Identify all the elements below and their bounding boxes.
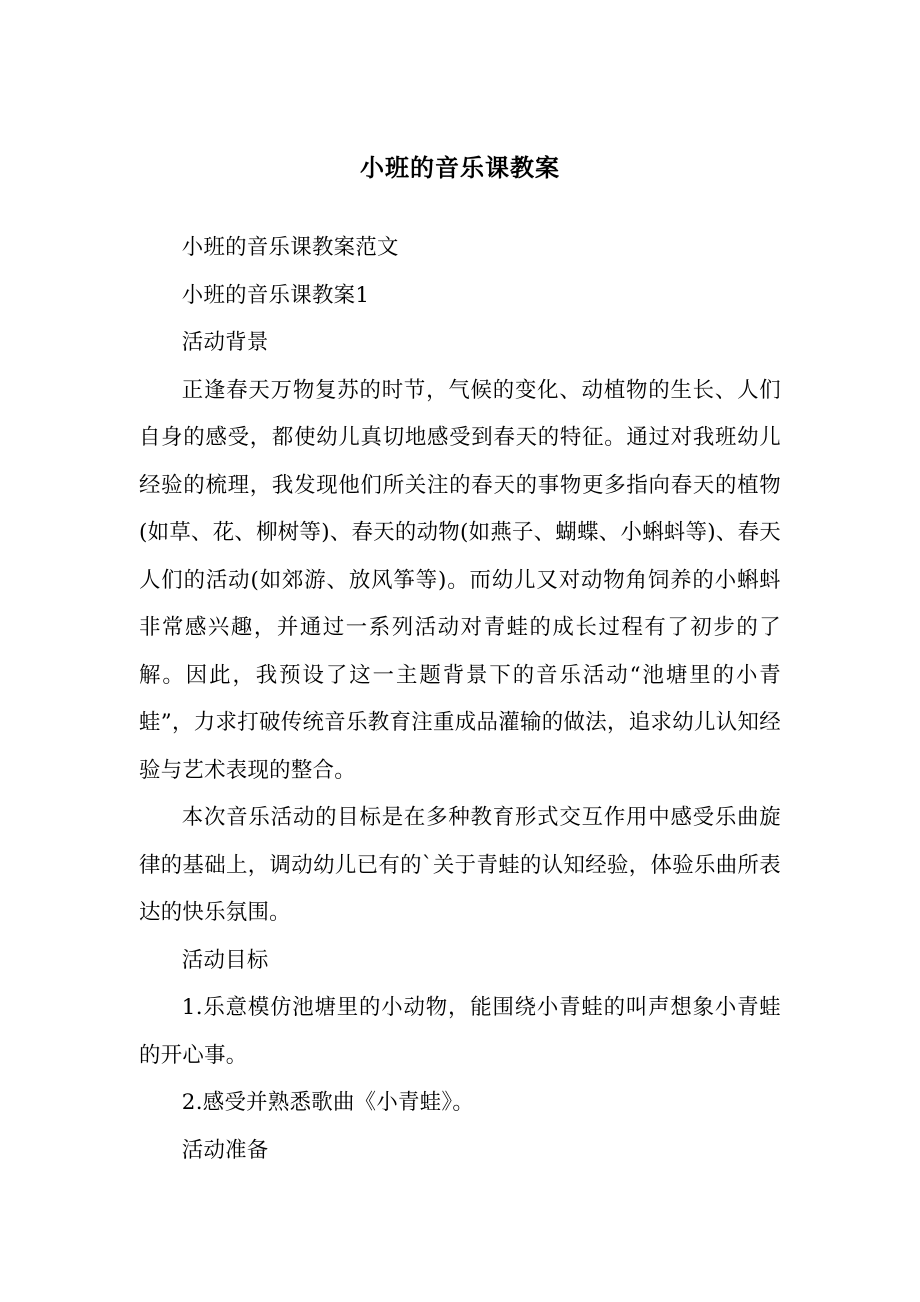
paragraph-lesson-heading: 小班的音乐课教案1 [181, 282, 370, 308]
paragraph-subtitle: 小班的音乐课教案范文 [181, 235, 399, 260]
paragraph-goal-1: 1.乐意模仿池塘里的小动物，能围绕小青蛙的叫声想象小青蛙的开心事。 [139, 995, 781, 1068]
paragraph-goal-summary: 本次音乐活动的目标是在多种教育形式交互作用中感受乐曲旋律的基础上，调动幼儿已有的`关于青蛙的认知经验，体验乐曲所表达的快乐氛围。 [139, 805, 781, 925]
paragraph-section-background: 活动背景 [181, 330, 269, 355]
paragraph-section-preparation: 活动准备 [181, 1137, 269, 1163]
paragraph-goal-2: 2.感受并熟悉歌曲《小青蛙》。 [181, 1090, 475, 1115]
paragraph-background-text: 正逢春天万物复苏的时节，气候的变化、动植物的生长、人们自身的感受，都使幼儿真切地感受到春天的特征。通过对我班幼儿经验的梳理，我发现他们所关注的春天的事物更多指向春天的植物(如草、花、柳树等)、春天的动物(如燕子、蝴蝶、小蝌蚪等)、春天人们的活动(如郊游、放风筝等)。而幼儿又对动物角饲养的小蝌蚪非常感兴趣，并通过一系列活动对青蛙的成长过程有了初步的了解。因此，我预设了这一主题背景下的音乐活动“池塘里的小青蛙”，力求打破传统音乐教育注重成品灌输的做法，追求幼儿认知经验与艺术表现的整合。 [139, 377, 781, 783]
paragraph-section-goals: 活动目标 [181, 947, 269, 973]
document-title: 小班的音乐课教案 [360, 153, 560, 182]
document-body [139, 224, 781, 1174]
